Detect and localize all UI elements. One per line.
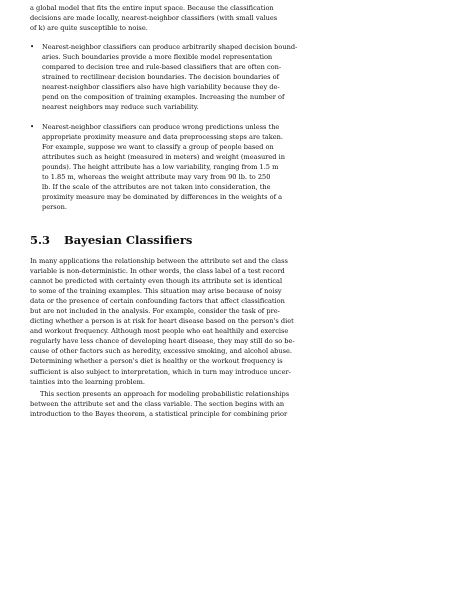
text-line: cannot be predicted with certainty even though its attribute set is identical — [30, 277, 283, 286]
text-line: decisions are made locally, nearest-neighbor classifiers (with small values — [30, 14, 278, 23]
text-line: between the attribute set and the class variable. The section begins with an — [30, 400, 285, 409]
body-paragraph-1 — [30, 256, 320, 387]
text-line: Nearest-neighbor classifiers can produce arbitrarily shaped decision bound- — [42, 43, 298, 51]
text-line: attributes such as height (measured in meters) and weight (measured in — [42, 153, 285, 162]
body-paragraph-2 — [30, 389, 320, 419]
text-line: introduction to the Bayes theorem, a statistical principle for combining prior — [30, 410, 288, 419]
paragraph-lines — [30, 389, 320, 419]
text-line: compared to decision tree and rule-based classifiers that are often con- — [42, 63, 282, 72]
text-line: of k) are quite susceptible to noise. — [30, 24, 148, 33]
text-line: strained to rectilinear decision boundaries. The decision boundaries of — [42, 73, 280, 82]
text-line: sufficient is also subject to interpretation, which in turn may introduce uncer- — [30, 367, 291, 376]
text-line: For example, suppose we want to classify a group of people based on — [42, 143, 274, 152]
bullet-text — [42, 122, 285, 212]
bullet-marker: • — [30, 123, 35, 131]
section-heading — [30, 233, 192, 247]
text-line: a global model that fits the entire input space. Because the classification — [30, 4, 274, 12]
bullet-marker: • — [30, 43, 35, 51]
intro-lines — [30, 3, 320, 33]
text-line: data or the presence of certain confounding factors that affect classification — [30, 297, 285, 306]
text-line: but are not included in the analysis. For example, consider the task of pre- — [30, 307, 280, 316]
text-line: nearest-neighbor classifiers also have high variability because they de- — [42, 83, 280, 92]
text-line: and workout frequency. Although most people who eat healthily and exercise — [30, 327, 289, 336]
text-line: person. — [42, 203, 67, 212]
text-line: Nearest-neighbor classifiers can produce wrong predictions unless the — [42, 123, 280, 131]
text-line: tainties into the learning problem. — [30, 377, 145, 386]
text-line: This section presents an approach for modeling probabilistic relationships — [40, 390, 290, 398]
text-line: proximity measure may be dominated by differences in the weights of a — [42, 193, 283, 202]
text-line: pend on the composition of training examples. Increasing the number of — [42, 93, 285, 102]
text-line: variable is non-deterministic. In other words, the class label of a test record — [30, 267, 285, 276]
text-line: In many applications the relationship between the attribute set and the class — [30, 257, 288, 265]
paragraph-lines — [30, 256, 320, 387]
text-line: to 1.85 m, whereas the weight attribute may vary from 90 lb. to 250 — [42, 173, 271, 182]
text-line: dicting whether a person is at risk for heart disease based on the person's diet — [30, 317, 294, 326]
intro-paragraph — [30, 3, 320, 33]
section-number: 5.3 — [30, 233, 51, 247]
text-line: aries. Such boundaries provide a more flexible model representation — [42, 53, 273, 62]
text-line: nearest neighbors may reduce such variability. — [42, 103, 199, 112]
text-line: to some of the training examples. This situation may arise because of noisy — [30, 287, 282, 296]
text-line: regularly have less chance of developing heart disease, they may still do so be- — [30, 337, 295, 346]
text-line: lb. If the scale of the attributes are not taken into consideration, the — [42, 183, 271, 192]
text-line: pounds). The height attribute has a low variability, ranging from 1.5 m — [42, 163, 279, 172]
section-title: Bayesian Classifiers — [64, 233, 193, 247]
text-line: appropriate proximity measure and data preprocessing steps are taken. — [42, 133, 283, 142]
text-line: cause of other factors such as heredity, excessive smoking, and alcohol abuse. — [30, 347, 292, 356]
text-line: Determining whether a person's diet is healthy or the workout frequency is — [30, 357, 283, 366]
bullet-text — [42, 42, 297, 112]
